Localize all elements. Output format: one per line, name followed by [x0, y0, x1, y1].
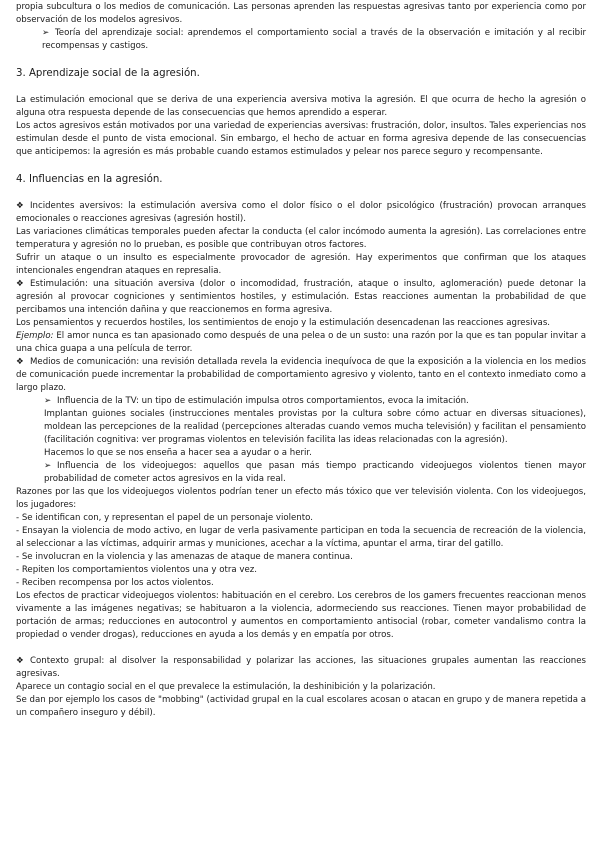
- dash-item: - Repiten los comportamientos violentos una y otra vez.: [16, 565, 257, 575]
- pensamientos-paragraph: Los pensamientos y recuerdos hostiles, los sentimientos de enojo y la estimulación desencadenan las reacciones agresivas.: [16, 318, 551, 328]
- incidentes-text: Incidentes aversivos: la estimulación aversiva como el dolor físico o el dolor psicológico (frustración) provocan arranques emocionales o reacciones agresivas (agresión hostil).: [16, 201, 586, 224]
- medios-text: Medios de comunicación: una revisión detallada revela la evidencia inequívoca de que la exposición a la violencia en los medios de comunicación puede incrementar la probabilidad de comportamiento agresivo y violento, tanto en el contexto inmediato como a largo plazo.: [16, 357, 586, 393]
- diamond-bullet-icon: ❖: [16, 279, 24, 289]
- section-3-title: 3. Aprendizaje social de la agresión.: [16, 68, 200, 79]
- sufrir-paragraph: Sufrir un ataque o un insulto es especialmente provocador de agresión. Hay experimentos que confirman que los ataques intencionales engendran ataques en represalia.: [16, 253, 586, 276]
- intro-bullet-text: Teoría del aprendizaje social: aprendemos el comportamiento social a través de la observación e imitación y al recibir recompensas y castigos.: [42, 28, 586, 51]
- tv-text: Influencia de la TV: un tipo de estimulación impulsa otros comportamientos, evoca la imitación.: [57, 396, 469, 406]
- arrow-bullet-icon: ➢: [42, 28, 50, 38]
- razones-paragraph: Razones por las que los videojuegos violentos podrían tener un efecto más tóxico que ver televisión violenta. Con los videojuegos, los jugadores:: [16, 487, 586, 510]
- arrow-bullet-icon: ➢: [44, 396, 52, 406]
- medios-item: [16, 356, 586, 395]
- ejemplo-text: El amor nunca es tan apasionado como después de una pelea o de un susto: una razón por la que es tan popular invitar a una chica guapa a una película de terror.: [16, 331, 587, 354]
- dash-item: - Ensayan la violencia de modo activo, en lugar de verla pasivamente participan en toda la secuencia de recreación de la violencia, al seleccionar a las víctimas, adquirir armas y municiones, acechar a la víctima, apuntar el arma, tirar del gatillo.: [16, 526, 586, 549]
- diamond-bullet-icon: ❖: [16, 201, 24, 211]
- ejemplo-paragraph: [16, 330, 586, 356]
- incidentes-item: [16, 200, 586, 226]
- estimulacion-text: Estimulación: una situación aversiva (dolor o incomodidad, frustración, ataque o insulto, aglomeración) puede detonar la agresión al provocar cogniciones y sentimientos hostiles, y estimulación. Estas reacciones aumentan la probabilidad de que percibamos una intención dañina y que reaccionemos en forma agresiva.: [16, 279, 586, 315]
- estimulacion-item: [16, 278, 586, 317]
- videojuegos-text: Influencia de los videojuegos: aquellos que pasan más tiempo practicando videojuegos violentos tienen mayor probabilidad de cometer actos agresivos en la vida real.: [44, 461, 586, 484]
- tv-item: [16, 395, 586, 408]
- diamond-bullet-icon: ❖: [16, 656, 24, 666]
- videojuegos-item: [16, 460, 586, 486]
- diamond-bullet-icon: ❖: [16, 357, 24, 367]
- efectos-paragraph: Los efectos de practicar videojuegos violentos: habituación en el cerebro. Los cerebros de los gamers frecuentes reaccionan menos vivamente a las imágenes negativas; se habituaron a la violencia, adormeciendo sus reacciones. Tienen mayor probabilidad de portación de armas; reducciones en autocontrol y aumentos en comportamiento antisocial (robar, cometer vandalismo contra la propiedad o vender drogas), reducciones en ayuda a los demás y en empatía por otros.: [16, 591, 586, 640]
- contexto-item: [16, 655, 586, 681]
- dash-item: - Se identifican con, y representan el papel de un personaje violento.: [16, 513, 313, 523]
- mobbing-paragraph: Se dan por ejemplo los casos de "mobbing" (actividad grupal en la cual escolares acosan o atacan en grupo y de manera repetida a un compañero inseguro y débil).: [16, 695, 586, 718]
- ejemplo-label: Ejemplo:: [16, 331, 54, 341]
- hacemos-paragraph: Hacemos lo que se nos enseña a hacer sea a ayudar o a herir.: [44, 448, 312, 458]
- aparece-paragraph: Aparece un contagio social en el que prevalece la estimulación, la deshinibición y la polarización.: [16, 682, 436, 692]
- dash-item: - Se involucran en la violencia y las amenazas de ataque de manera continua.: [16, 552, 353, 562]
- variaciones-paragraph: Las variaciones climáticas temporales pueden afectar la conducta (el calor incómodo aumenta la agresión). Las correlaciones entre temperatura y agresión no lo prueban, es posible que contribuyan otros factores.: [16, 227, 586, 250]
- intro-paragraph: propia subcultura o los medios de comunicación. Las personas aprenden las respuestas agresivas tanto por experiencia como por observación de los modelos agresivos.: [16, 2, 586, 25]
- implantan-paragraph: Implantan guiones sociales (instrucciones mentales provistas por la cultura sobre cómo actuar en diversas situaciones), moldean las percepciones de la realidad (percepciones alteradas cuando vemos mucha televisión) y facilitan el pensamiento (facilitación cognitiva: ver programas violentos en televisión facilita las ideas relacionadas con la agresión).: [44, 409, 586, 445]
- section-4-title: 4. Influencias en la agresión.: [16, 174, 163, 185]
- contexto-text: Contexto grupal: al disolver la responsabilidad y polarizar las acciones, las situaciones grupales aumentan las reacciones agresivas.: [16, 656, 586, 679]
- arrow-bullet-icon: ➢: [44, 461, 52, 471]
- intro-bullet: [16, 27, 586, 53]
- dash-item: - Reciben recompensa por los actos violentos.: [16, 578, 214, 588]
- section-3-paragraph-2: Los actos agresivos están motivados por una variedad de experiencias aversivas: frustración, dolor, insultos. Tales experiencias nos estimulan desde el punto de vista emocional. Sin embargo, el hecho de actuar en forma agresiva depende de las consecuencias que anticipemos: la agresión es más probable cuando estamos estimulados y pelear nos parece seguro y recompensante.: [16, 121, 586, 157]
- section-3-paragraph-1: La estimulación emocional que se deriva de una experiencia aversiva motiva la agresión. El que ocurra de hecho la agresión o alguna otra respuesta depende de las consecuencias que hemos aprendido a esperar.: [16, 95, 586, 118]
